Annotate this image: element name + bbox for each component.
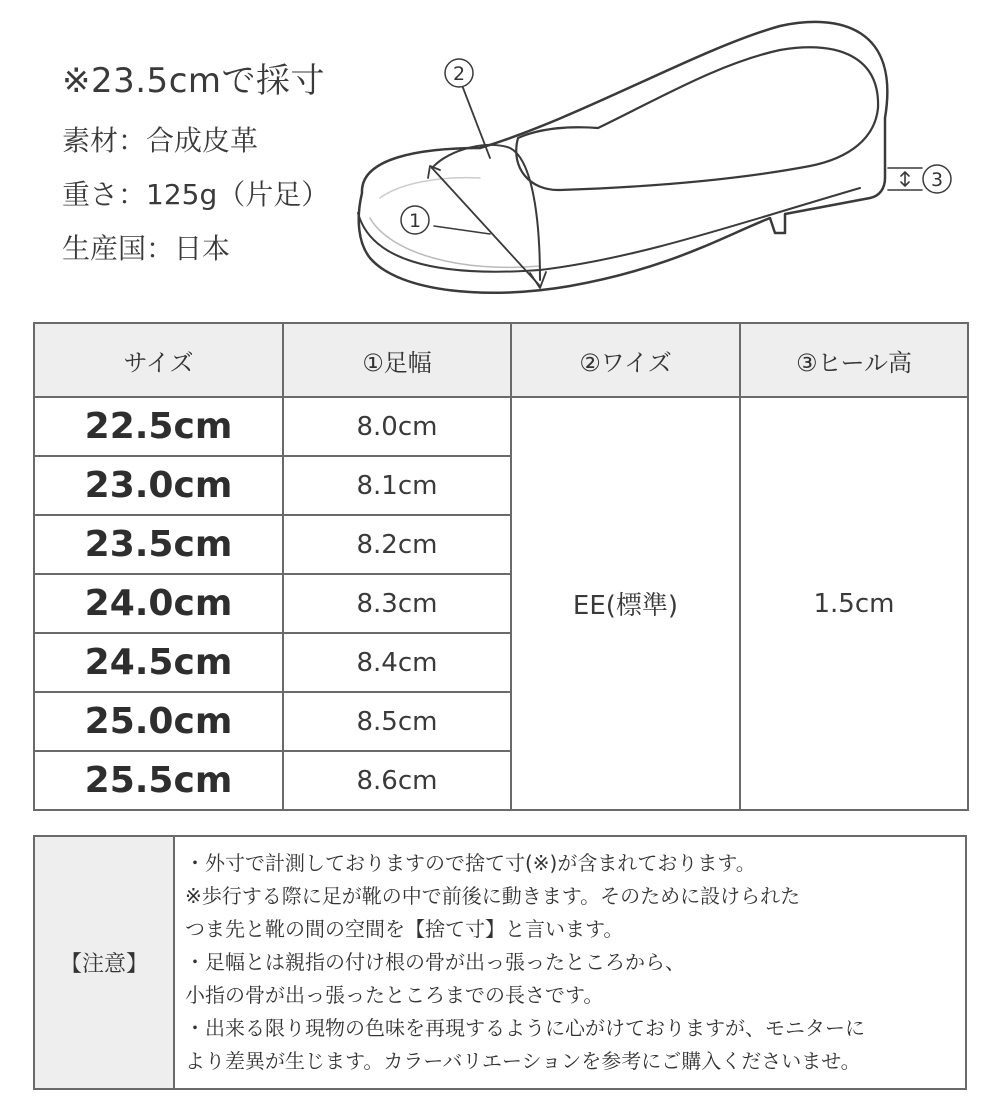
notice-line: ・足幅とは親指の付け根の骨が出っ張ったところから、	[185, 950, 685, 974]
foot-width-cell: 8.0cm	[283, 397, 511, 456]
size-cell: 23.5cm	[34, 515, 283, 574]
size-cell: 22.5cm	[34, 397, 283, 456]
notice-line: 小指の骨が出っ張ったところまでの長さです。	[185, 983, 604, 1007]
notice-label: 【注意】	[34, 836, 174, 1089]
material-spec: 素材：合成皮革	[62, 124, 259, 157]
foot-width-cell: 8.5cm	[283, 692, 511, 751]
notice-line: ・外寸で計測しておりますので捨て寸(※)が含まれております。	[185, 851, 756, 875]
size-table	[33, 322, 969, 811]
header-foot-width: ①足幅	[283, 323, 511, 397]
marker-2: 2	[452, 63, 466, 85]
size-cell: 23.0cm	[34, 456, 283, 515]
marker-3: 3	[930, 169, 944, 191]
foot-width-cell: 8.3cm	[283, 574, 511, 633]
heel-height-cell: 1.5cm	[740, 397, 968, 810]
origin-spec: 生産国：日本	[62, 232, 231, 265]
notice-line: ※歩行する際に足が靴の中で前後に動きます。そのために設けられた	[185, 884, 801, 908]
notice-table	[33, 835, 967, 1090]
size-cell: 25.5cm	[34, 751, 283, 810]
spec-block	[62, 58, 329, 276]
header-wise: ②ワイズ	[511, 323, 740, 397]
header-heel-height: ③ヒール高	[740, 323, 968, 397]
heel-height-marker	[888, 168, 922, 190]
size-cell: 24.0cm	[34, 574, 283, 633]
notice-line: より差異が生じます。カラーバリエーションを参考にご購入くださいませ。	[185, 1049, 861, 1073]
size-cell: 25.0cm	[34, 692, 283, 751]
shoe-diagram	[340, 8, 960, 308]
weight-spec: 重さ：125g（片足）	[62, 178, 330, 211]
foot-width-cell: 8.2cm	[283, 515, 511, 574]
wise-cell: EE(標準)	[511, 397, 740, 810]
notice-line: ・出来る限り現物の色味を再現するように心がけておりますが、モニターに	[185, 1016, 865, 1040]
size-table-header	[34, 323, 968, 397]
notice-line: つま先と靴の間の空間を【捨て寸】と言います。	[185, 917, 624, 941]
marker-1: 1	[408, 210, 422, 232]
foot-width-cell: 8.6cm	[283, 751, 511, 810]
foot-width-cell: 8.1cm	[283, 456, 511, 515]
toe-cap	[432, 145, 540, 280]
header-size: サイズ	[34, 323, 283, 397]
notice-body	[174, 836, 966, 1089]
shoe-outline	[359, 22, 888, 293]
size-cell: 24.5cm	[34, 633, 283, 692]
foot-width-cell: 8.4cm	[283, 633, 511, 692]
shoe-opening	[516, 47, 878, 190]
table-row	[34, 397, 968, 456]
measured-size-note: ※23.5cmで採寸	[62, 61, 326, 101]
